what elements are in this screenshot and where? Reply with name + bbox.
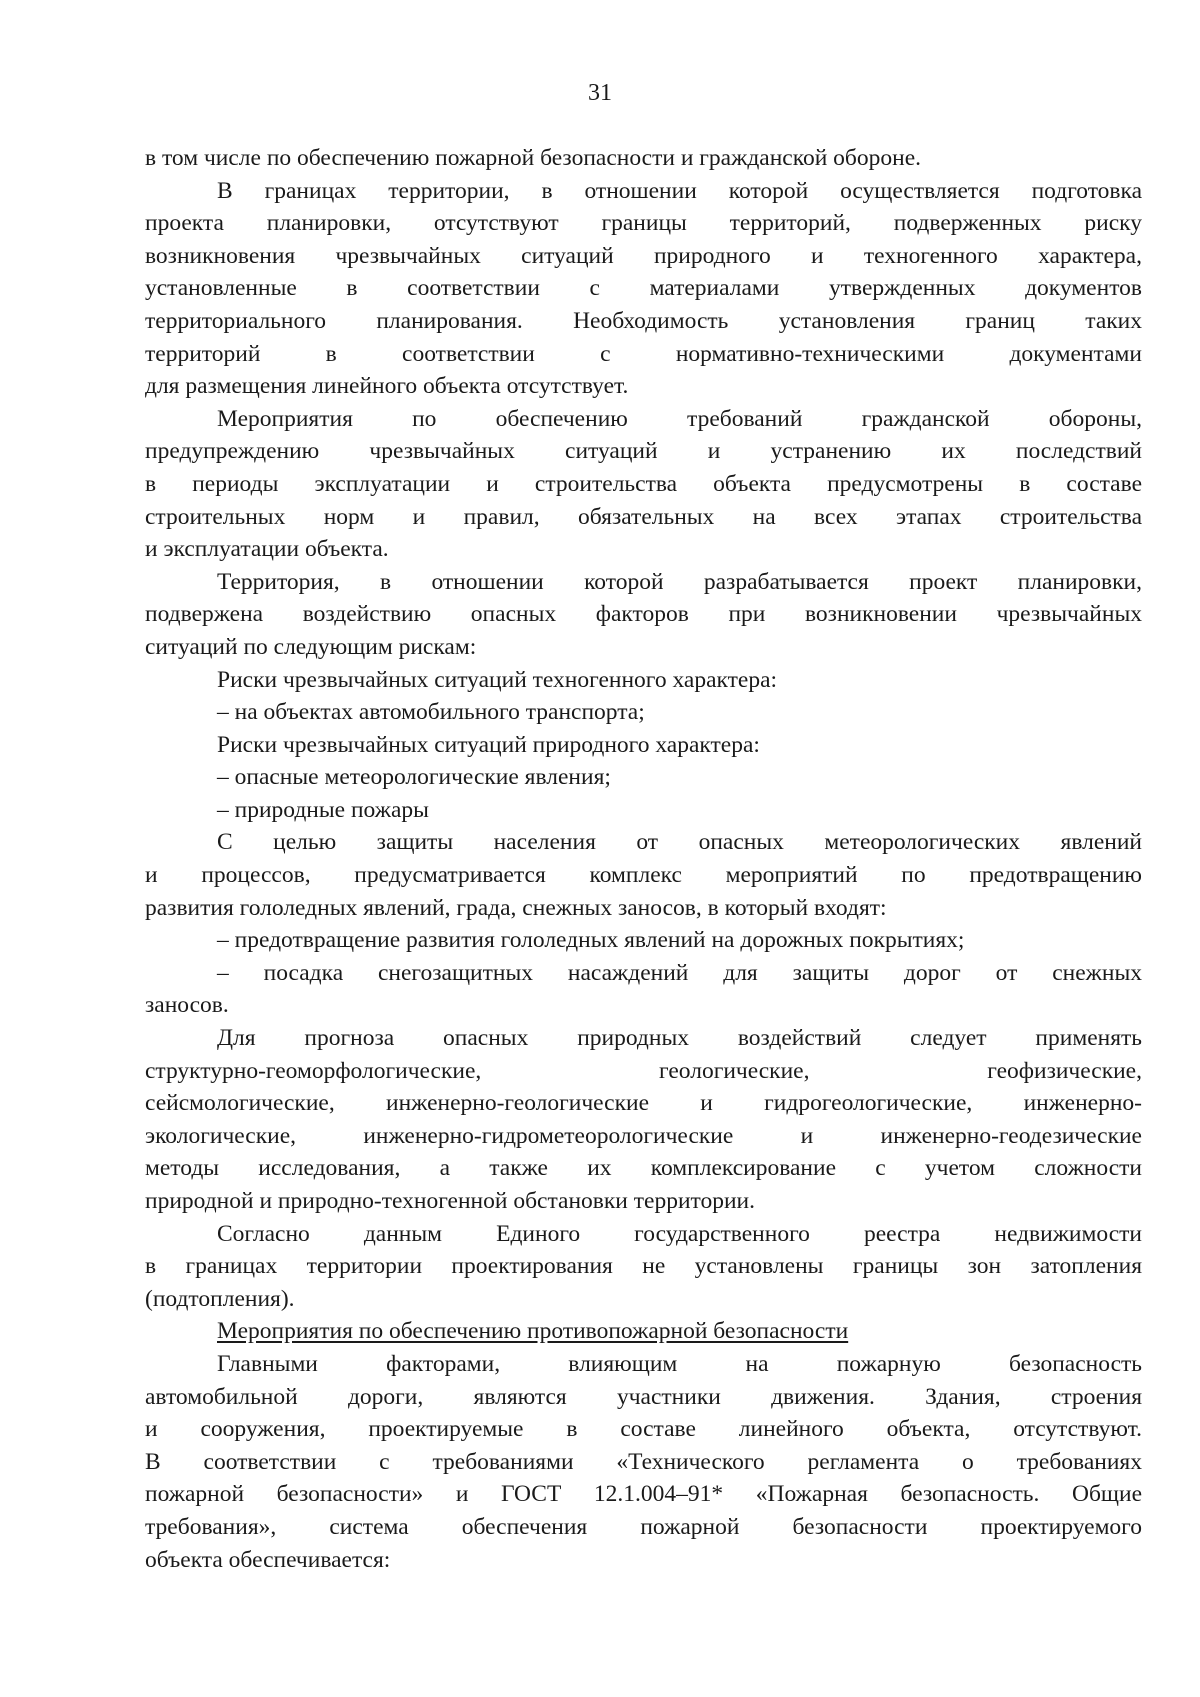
text-line: строительных норм и правил, обязательных на всех этапах строительства	[145, 503, 1142, 530]
page-number: 31	[588, 80, 612, 106]
text-line: Территория, в отношении которой разрабатывается проект планировки,	[217, 568, 1142, 595]
text-line: и сооружения, проектируемые в составе линейного объекта, отсутствуют.	[145, 1416, 1142, 1443]
text-line: – посадка снегозащитных насаждений для защиты дорог от снежных	[217, 959, 1142, 986]
document-body	[145, 142, 1142, 1576]
text-line: установленные в соответствии с материалами утвержденных документов	[145, 275, 1142, 302]
text-line: структурно-геоморфологические, геологические, геофизические,	[145, 1057, 1142, 1084]
text-line: объекта обеспечивается:	[145, 1546, 391, 1573]
text-line: сейсмологические, инженерно-геологические и гидрогеологические, инженерно-	[145, 1090, 1142, 1117]
text-line: территорий в соответствии с нормативно-техническими документами	[145, 340, 1142, 367]
text-line: предупреждению чрезвычайных ситуаций и устранению их последствий	[145, 438, 1142, 465]
text-line: Риски чрезвычайных ситуаций природного характера:	[217, 731, 760, 758]
text-line: Для прогноза опасных природных воздействий следует применять	[217, 1025, 1142, 1052]
text-line: и процессов, предусматривается комплекс мероприятий по предотвращению	[145, 862, 1142, 889]
text-line: методы исследования, а также их комплексирование с учетом сложности	[145, 1155, 1142, 1182]
text-line: подвержена воздействию опасных факторов при возникновении чрезвычайных	[145, 601, 1142, 628]
text-line: автомобильной дороги, являются участники движения. Здания, строения	[145, 1383, 1142, 1410]
section-heading	[145, 1315, 1142, 1348]
section-heading-text: Мероприятия по обеспечению противопожарной безопасности	[217, 1318, 849, 1345]
text-line: В соответствии с требованиями «Технического регламента о требованиях	[145, 1448, 1142, 1475]
text-line: Согласно данным Единого государственного реестра недвижимости	[217, 1220, 1142, 1247]
text-line: Главными факторами, влияющим на пожарную безопасность	[217, 1350, 1142, 1377]
text-line: пожарной безопасности» и ГОСТ 12.1.004–91* «Пожарная безопасность. Общие	[145, 1481, 1142, 1508]
text-line: – опасные метеорологические явления;	[217, 764, 611, 791]
text-line: в границах территории проектирования не установлены границы зон затопления	[145, 1253, 1142, 1280]
text-line: В границах территории, в отношении которой осуществляется подготовка	[217, 177, 1142, 204]
text-line: – на объектах автомобильного транспорта;	[217, 699, 645, 726]
text-line: Мероприятия по обеспечению требований гражданской обороны,	[217, 405, 1142, 432]
text-line: в том числе по обеспечению пожарной безопасности и гражданской обороне.	[145, 145, 921, 171]
text-line: – природные пожары	[217, 796, 429, 823]
text-line: Риски чрезвычайных ситуаций техногенного характера:	[217, 666, 778, 693]
text-line: в периоды эксплуатации и строительства объекта предусмотрены в составе	[145, 470, 1142, 497]
text-line: С целью защиты населения от опасных метеорологических явлений	[217, 829, 1142, 856]
text-line: для размещения линейного объекта отсутствует.	[145, 373, 629, 400]
text-line: ситуаций по следующим рискам:	[145, 633, 477, 660]
text-line: (подтопления).	[145, 1285, 295, 1312]
text-line: возникновения чрезвычайных ситуаций природного и техногенного характера,	[145, 242, 1142, 269]
text-line: требования», система обеспечения пожарной безопасности проектируемого	[145, 1513, 1142, 1540]
text-line: природной и природно-техногенной обстановки территории.	[145, 1188, 756, 1214]
text-line: территориального планирования. Необходимость установления границ таких	[145, 307, 1142, 334]
text-line: – предотвращение развития гололедных явлений на дорожных покрытиях;	[217, 927, 965, 954]
text-line: проекта планировки, отсутствуют границы территорий, подверженных риску	[145, 210, 1142, 237]
text-line: и эксплуатации объекта.	[145, 536, 389, 563]
text-line: экологические, инженерно-гидрометеорологические и инженерно-геодезические	[145, 1122, 1142, 1149]
text-line: заносов.	[145, 992, 229, 1019]
text-line: развития гололедных явлений, града, снежных заносов, в который входят:	[145, 894, 887, 921]
